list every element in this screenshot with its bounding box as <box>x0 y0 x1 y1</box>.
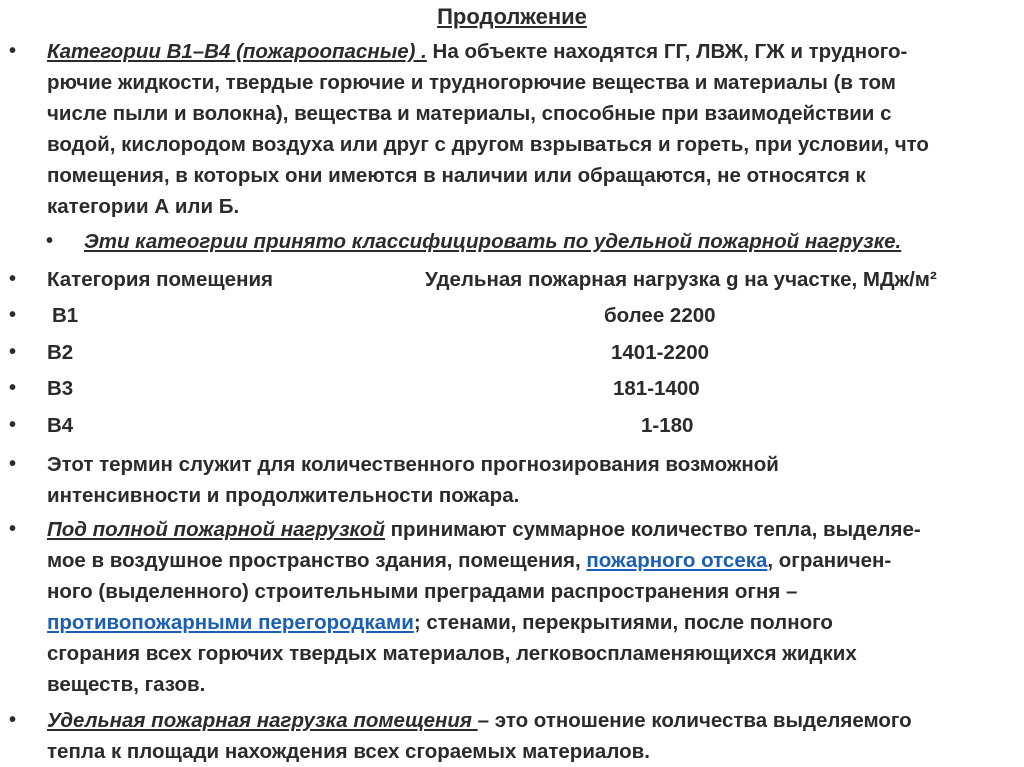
categories-lead: Категории В1–В4 (пожароопасные) . <box>47 40 427 63</box>
full-load-lead: Под полной пожарной нагрузкой <box>47 518 385 541</box>
bullet-marker: • <box>9 268 17 290</box>
row-value: 181-1400 <box>613 377 700 400</box>
row-category: В4 <box>47 414 74 437</box>
full-load-line-3: ного (выделенного) строительными преградами распространения огня – <box>47 580 798 603</box>
categories-line-3: числе пыли и волокна), вещества и материалы, способные при взаимодействии с <box>47 102 892 125</box>
full-load-line-2b: , ограничен- <box>767 549 892 572</box>
specific-load-line-1: – это отношение количества выделяемого <box>477 709 912 732</box>
full-load-line-4: ; стенами, перекрытиями, после полного <box>413 611 833 634</box>
row-value: 1-180 <box>641 414 694 437</box>
full-load-line-1: принимают суммарное количество тепла, выделяе- <box>384 518 921 541</box>
bullet-marker: • <box>9 709 17 731</box>
row-category: В2 <box>47 341 74 364</box>
bullet-marker: • <box>9 304 17 326</box>
bullet-marker: • <box>9 414 17 436</box>
categories-line-1: На объекте находятся ГГ, ЛВЖ, ГЖ и трудного- <box>426 40 908 63</box>
bullet-marker: • <box>9 40 17 62</box>
bullet-marker: • <box>46 230 54 252</box>
categories-line-2: рючие жидкости, твердые горючие и трудногорючие вещества и материалы (в том <box>47 71 896 94</box>
term-line-1: Этот термин служит для количественного прогнозирования возможной <box>47 453 779 476</box>
row-category: В3 <box>47 377 74 400</box>
bullet-marker: • <box>9 453 17 475</box>
specific-load-line-2: тепла к площади нахождения всех сгораемых материалов. <box>47 740 650 763</box>
term-line-2: интенсивности и продолжительности пожара. <box>47 484 520 507</box>
categories-line-5: помещения, в которых они имеются в наличии или обращаются, не относятся к <box>47 164 866 187</box>
header-category: Категория помещения <box>47 268 274 291</box>
page-title: Продолжение <box>437 4 587 29</box>
bullet-marker: • <box>9 518 17 540</box>
bullet-marker: • <box>9 377 17 399</box>
categories-line-4: водой, кислородом воздуха или друг с другом взрываться и гореть, при условии, что <box>47 133 929 156</box>
row-value: 1401-2200 <box>611 341 710 364</box>
specific-load-lead: Удельная пожарная нагрузка помещения <box>47 709 478 732</box>
fire-compartment-link[interactable]: пожарного отсека <box>586 549 768 572</box>
bullet-marker: • <box>9 341 17 363</box>
row-category: В1 <box>52 304 79 327</box>
full-load-line-5: сгорания всех горючих твердых материалов, легковоспламеняющихся жидких <box>47 642 857 665</box>
row-value: более 2200 <box>604 304 716 327</box>
fire-partitions-link[interactable]: противопожарными перегородками <box>47 611 414 634</box>
categories-line-6: категории А или Б. <box>47 195 240 218</box>
header-fire-load: Удельная пожарная нагрузка g на участке, МДж/м² <box>425 268 937 291</box>
classification-text: Эти катеогрии принято классифицировать по удельной пожарной нагрузке. <box>84 230 902 253</box>
full-load-line-2a: мое в воздушное пространство здания, помещения, <box>47 549 587 572</box>
full-load-line-6: веществ, газов. <box>47 673 206 696</box>
